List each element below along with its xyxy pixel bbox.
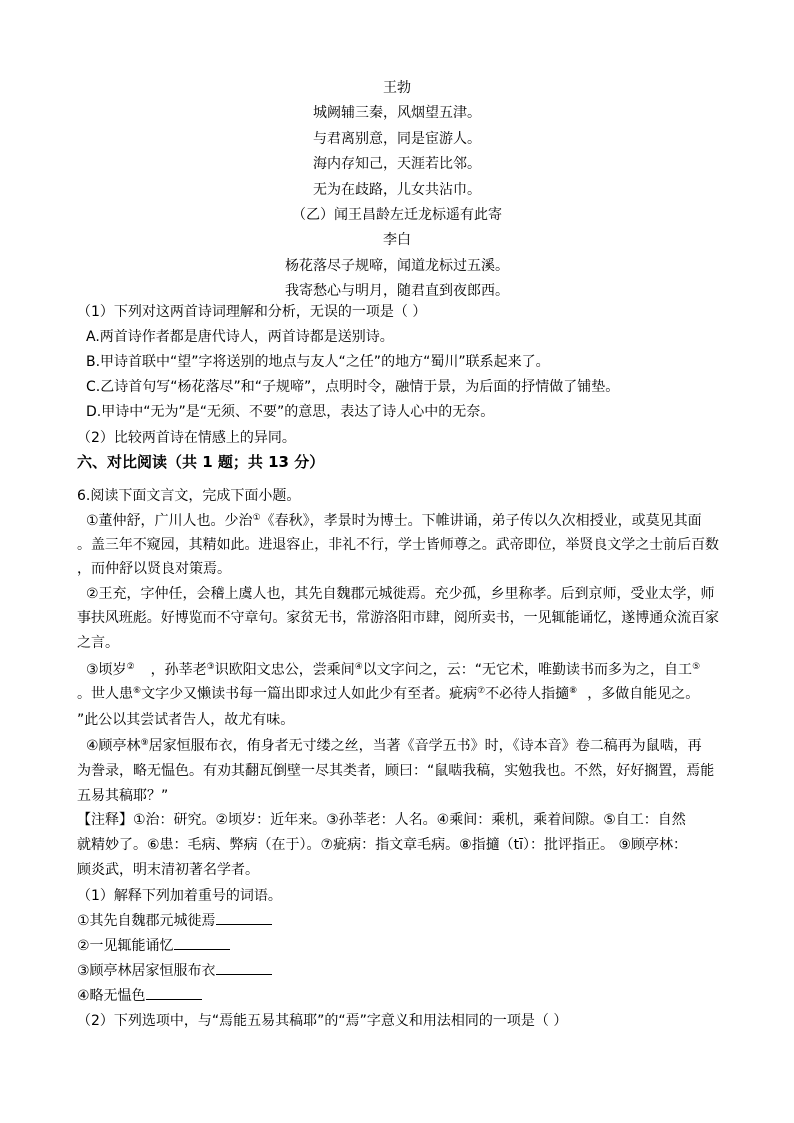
section-heading: 六、对比阅读（共 1 题；共 13 分） bbox=[77, 453, 325, 471]
fill-item: ①其先自魏郡元城徙焉 bbox=[77, 911, 272, 931]
answer-blank[interactable] bbox=[216, 912, 272, 925]
poem-author: 王勃 bbox=[383, 80, 411, 96]
option-d: D.甲诗中“无为”是“无须、不要”的意思，表达了诗人心中的无奈。 bbox=[86, 404, 495, 420]
passage-line: ，而仲舒以贤良对策焉。 bbox=[77, 561, 231, 577]
footnote-marker: ⑦ bbox=[477, 686, 486, 696]
poem-block bbox=[0, 76, 794, 305]
question-stem: （1）解释下列加着重号的词语。 bbox=[77, 888, 282, 904]
passage-line: ③顷岁② ，孙莘老③识欧阳文忠公，尝乘间④以文字问之，云：“无它术，唯勤读书而多为之，自工⑤ bbox=[86, 662, 701, 678]
footnote-marker: ⑥ bbox=[133, 686, 142, 696]
footnote-marker: ⑧ bbox=[569, 686, 578, 696]
footnote-marker: ④ bbox=[354, 662, 363, 672]
passage-line: 事扶风班彪。好博览而不守章句。家贫无书，常游洛阳市肆，阅所卖书，一见辄能诵忆，遂博通众流百家 bbox=[77, 610, 720, 626]
poem-line: 与君离别意，同是宦游人。 bbox=[313, 130, 481, 147]
fill-item: ④略无愠色 bbox=[77, 986, 202, 1006]
passage-line: ④顾亭林⑨居家恒服布衣，侑身者无寸缕之丝，当著《音学五书》时，《诗本音》卷二稿再为鼠啮，再 bbox=[86, 738, 702, 754]
passage-line: 。盖三年不窥园，其精如此。进退容止，非礼不行，学士皆师尊之。武帝即位，举贤良文学之士前后百数 bbox=[77, 537, 720, 553]
poem-line: 杨花落尽子规啼，闻道龙标过五溪。 bbox=[285, 257, 509, 274]
poem-title: （乙）闻王昌龄左迁龙标遥有此寄 bbox=[292, 207, 502, 224]
passage-line: ①董仲舒，广川人也。少治①《春秋》，孝景时为博士。下帷讲诵，弟子传以久次相授业，或莫见其面 bbox=[86, 513, 702, 529]
footnote-marker: ⑨ bbox=[140, 738, 149, 748]
option-a: A.两首诗作者都是唐代诗人，两首诗都是送别诗。 bbox=[86, 329, 394, 345]
instructions: 6.阅读下面文言文，完成下面小题。 bbox=[77, 488, 301, 504]
answer-blank[interactable] bbox=[174, 937, 230, 950]
poem-author: 李白 bbox=[383, 232, 411, 249]
fill-item: ③顾亭林居家恒服布衣 bbox=[77, 961, 272, 981]
question-stem: （2）比较两首诗在情感上的异同。 bbox=[77, 430, 296, 446]
fill-item: ②一见辄能诵忆 bbox=[77, 936, 230, 956]
answer-blank[interactable] bbox=[146, 987, 202, 1000]
question-stem: （2）下列选项中，与“焉能五易其稿耶”的“焉”字意义和用法相同的一项是（ ） bbox=[77, 1013, 568, 1029]
footnote-marker: ② bbox=[126, 662, 135, 672]
footnote-marker: ① bbox=[252, 513, 261, 523]
question-stem: （1）下列对这两首诗词理解和分析，无误的一项是（ ） bbox=[77, 304, 427, 320]
answer-blank[interactable] bbox=[216, 962, 272, 975]
annotation-line: 就精妙了。⑥患：毛病、弊病（在于）。⑦疵病：指文章毛病。⑧指擿（tī）：批评指正。 ⑨顾亭林： bbox=[77, 837, 688, 853]
poem-line: 海内存知己，天涯若比邻。 bbox=[313, 156, 481, 173]
poem-line: 无为在歧路，儿女共沾巾。 bbox=[313, 181, 481, 198]
poem-line: 我寄愁心与明月，随君直到夜郎西。 bbox=[285, 283, 509, 300]
poem-line: 城阙辅三秦，风烟望五津。 bbox=[313, 105, 481, 122]
passage-line: 为誊录，略无愠色。有劝其翻瓦倒壁一尽其类者，顾曰：“鼠啮我稿，实勉我也。不然，好好搁置，焉能 bbox=[77, 763, 715, 779]
footnote-marker: ⑤ bbox=[692, 662, 701, 672]
passage-line: 。世人患⑥文字少又懒读书每一篇出即求过人如此少有至者。疵病⑦不必待人指擿⑧ ，多做自能见之。 bbox=[77, 686, 700, 702]
option-c: C.乙诗首句写“杨花落尽”和“子规啼”，点明时令，融情于景，为后面的抒情做了铺垫。 bbox=[86, 379, 620, 395]
annotation-line: 【注释】①治：研究。②顷岁：近年来。③孙莘老：人名。④乘间：乘机，乘着间隙。⑤自工：自然 bbox=[77, 812, 686, 828]
footnote-marker: ③ bbox=[206, 662, 215, 672]
passage-line: 之言。 bbox=[77, 635, 119, 651]
annotation-line: 顾炎武，明末清初著名学者。 bbox=[77, 862, 259, 878]
passage-line: 五易其稿耶？” bbox=[77, 788, 169, 804]
passage-line: ”此公以其尝试者告人，故尤有味。 bbox=[77, 712, 295, 728]
option-b: B.甲诗首联中“望”字将送别的地点与友人“之任”的地方“蜀川”联系起来了。 bbox=[86, 354, 550, 370]
passage-line: ②王充，字仲任，会稽上虞人也，其先自魏郡元城徙焉。充少孤，乡里称孝。后到京师，受业太学，师 bbox=[86, 586, 715, 602]
